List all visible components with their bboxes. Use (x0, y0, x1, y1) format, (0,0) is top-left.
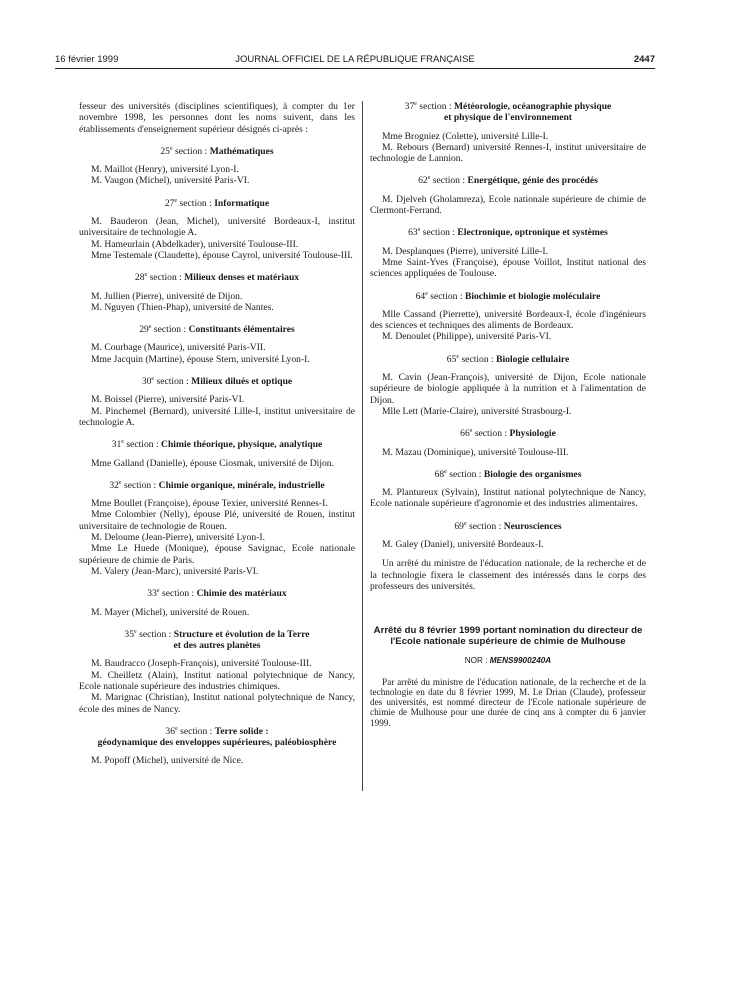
section-number: 36 (165, 725, 176, 737)
section-heading (370, 428, 646, 439)
appointee-entry: M. Cheilletz (Alain), Institut national polytechnique de Nancy, Ecole nationale supérieure des industries chimiques. (79, 669, 355, 692)
ordinal-suffix: e (463, 520, 467, 527)
section-heading (370, 227, 646, 238)
appointee-entry: M. Mayer (Michel), université de Rouen. (91, 606, 250, 618)
section-label: section : (419, 101, 452, 112)
section-label: section : (126, 439, 159, 451)
appointee-entry: M. Baudracco (Joseph-François), université Toulouse-III. (91, 658, 312, 670)
section-label: section : (474, 428, 508, 440)
appointee-entry: M. Cavin (Jean-François), université de Dijon, Ecole nationale supérieure de biologie appliquée à la nutrition et à l'alimentation de Dijon. (370, 372, 646, 406)
section-title: Physiologie (509, 428, 556, 440)
appointee-entry: Mme Brogniez (Colette), université Lille-I. (382, 130, 549, 142)
ordinal-suffix: e (169, 145, 173, 152)
section-block (370, 354, 646, 417)
section-label: section : (156, 376, 189, 388)
ordinal-suffix: e (156, 588, 160, 595)
section-block (79, 376, 355, 428)
section-number: 37 (404, 101, 415, 112)
ordinal-suffix: e (469, 428, 473, 435)
section-number: 69 (454, 520, 464, 532)
section-title: Chimie théorique, physique, analytique (161, 439, 323, 451)
header-date: 16 février 1999 (55, 54, 119, 65)
section-heading (370, 291, 646, 302)
ordinal-suffix: e (425, 290, 428, 297)
ordinal-suffix: e (121, 439, 124, 446)
section-block (370, 428, 646, 458)
section-number: 27 (164, 197, 175, 209)
section-number: 29 (139, 324, 149, 336)
section-heading (79, 146, 355, 157)
column-divider (362, 101, 363, 791)
section-label: section : (432, 175, 466, 187)
section-block (79, 272, 355, 313)
appointee-entry: M. Pinchemel (Bernard), université Lille-I, institut universitaire de technologie A. (79, 405, 355, 428)
left-sections (79, 146, 355, 767)
section-label: section : (161, 588, 195, 600)
journal-title: JOURNAL OFFICIEL DE LA RÉPUBLIQUE FRANÇAISE (235, 54, 475, 65)
appointee-entry: Mme Galland (Danielle), épouse Ciosmak, université de Dijon. (91, 457, 334, 469)
appointee-entry: M. Maillot (Henry), université Lyon-I. (91, 164, 239, 176)
section-heading (79, 588, 355, 599)
section-label: section : (153, 324, 187, 336)
section-block (370, 227, 646, 279)
section-number: 63 (408, 227, 418, 239)
closing-paragraph: Un arrêté du ministre de l'éducation nationale, de la recherche et de la technologie fixera le classement des intéressés dans le corps des professeurs des universités. (370, 558, 646, 592)
appointee-entry: M. Popoff (Michel), université de Nice. (91, 755, 244, 767)
section-heading (79, 272, 355, 283)
section-title: Météorologie, océanographie physique (454, 101, 612, 112)
section-title: Milieux denses et matériaux (184, 272, 300, 284)
right-column (370, 101, 646, 728)
ordinal-suffix: e (427, 175, 431, 182)
section-title: Mathématiques (209, 145, 274, 157)
section-heading (370, 175, 646, 186)
section-title: Terre solide : (214, 725, 269, 737)
ordinal-suffix: e (118, 479, 122, 486)
section-block (79, 726, 355, 767)
appointee-entry: Mlle Cassand (Pierrette), université Bordeaux-I, école d'ingénieurs des sciences et techniques des aliments de Bordeaux. (370, 308, 646, 332)
section-number: 31 (111, 439, 122, 451)
section-label: section : (149, 272, 182, 284)
arrete-title: Arrêté du 8 février 1999 portant nomination du directeur de l'Ecole nationale supérieure de chimie de Mulhouse (373, 625, 643, 647)
ordinal-suffix: e (414, 100, 417, 107)
section-heading (79, 198, 355, 209)
section-number: 66 (460, 428, 470, 440)
section-label: section : (175, 145, 208, 157)
appointee-entry: M. Desplanques (Pierre), université Lille-I. (382, 245, 548, 257)
appointee-entry: M. Boissel (Pierre), université Paris-VI. (91, 394, 245, 406)
section-title: Biochimie et biologie moléculaire (464, 290, 601, 302)
section-heading (79, 324, 355, 335)
appointee-entry: Mme Saint-Yves (Françoise), épouse Voillot, Institut national des sciences appliquées de Toulouse. (370, 256, 646, 280)
section-heading (79, 629, 355, 652)
ordinal-suffix: e (134, 628, 137, 635)
section-title: Electronique, optronique et systèmes (457, 227, 608, 239)
section-title: Energétique, génie des procédés (467, 175, 598, 187)
section-title: Structure et évolution de la Terre (173, 628, 310, 640)
section-heading (370, 354, 646, 365)
appointee-entry: Mme Colombier (Nelly), épouse Plé, université de Rouen, institut universitaire de technologie de Rouen. (79, 509, 355, 532)
section-heading (370, 469, 646, 480)
section-label: section : (461, 353, 494, 365)
section-block (79, 146, 355, 187)
appointee-entry: M. Mazau (Dominique), université Toulouse-III. (382, 446, 569, 458)
appointee-entry: Mlle Lett (Marie-Claire), université Strasbourg-I. (382, 405, 572, 417)
section-title-line2: et physique de l'environnement (443, 112, 573, 124)
appointee-entry: M. Valery (Jean-Marc), université Paris-VI. (91, 565, 259, 577)
section-title-line2: géodynamique des enveloppes supérieures, paléobiosphère (97, 737, 337, 749)
section-number: 28 (134, 272, 145, 284)
section-number: 68 (434, 468, 445, 480)
appointee-entry: M. Denoulet (Philippe), université Paris-VI. (382, 331, 552, 343)
section-label: section : (180, 725, 213, 737)
nor-value: MENS9900240A (489, 656, 552, 666)
section-number: 30 (141, 376, 152, 388)
section-block (370, 469, 646, 510)
appointee-entry: M. Marignac (Christian), Institut national polytechnique de Nancy, école des mines de Nancy. (79, 692, 355, 715)
appointee-entry: Mme Le Huede (Monique), épouse Savignac, Ecole nationale supérieure de chimie de Paris. (79, 543, 355, 566)
appointee-entry: M. Jullien (Pierre), université de Dijon. (91, 290, 243, 302)
section-block (79, 588, 355, 618)
section-title: Milieux dilués et optique (191, 376, 293, 388)
appointee-entry: M. Rebours (Bernard) université Rennes-I, institut universitaire de technologie de Lannion. (370, 141, 646, 165)
section-title: Constituants élémentaires (188, 324, 295, 336)
appointee-entry: M. Bauderon (Jean, Michel), université Bordeaux-I, institut universitaire de technologie A. (79, 216, 355, 239)
section-number: 33 (147, 588, 157, 600)
appointee-entry: M. Djelveh (Gholamreza), Ecole nationale supérieure de chimie de Clermont-Ferrand. (370, 193, 646, 217)
section-heading (370, 101, 646, 124)
appointee-entry: M. Plantureux (Sylvain), Institut national polytechnique de Nancy, Ecole nationale supérieure d'agronomie et des industries alimentaires. (370, 487, 646, 510)
section-block (370, 291, 646, 343)
section-title: Informatique (214, 197, 270, 209)
nor-reference (370, 655, 646, 666)
section-number: 32 (109, 479, 119, 491)
appointee-entry: Mme Testemale (Claudette), épouse Cayrol, université Toulouse-III. (91, 249, 353, 261)
section-heading (79, 480, 355, 491)
section-title: Biologie cellulaire (496, 353, 570, 365)
ordinal-suffix: e (151, 375, 155, 382)
section-title-line2: et des autres planètes (173, 640, 261, 652)
section-block (79, 629, 355, 715)
section-title: Neurosciences (503, 520, 562, 532)
appointee-entry: Mme Jacquin (Martine), épouse Stern, université Lyon-I. (91, 353, 310, 365)
section-heading (370, 521, 646, 532)
section-block (370, 521, 646, 551)
ordinal-suffix: e (417, 227, 421, 234)
appointee-entry: M. Courbage (Maurice), université Paris-VII. (91, 342, 266, 354)
section-title: Chimie organique, minérale, industrielle (158, 479, 325, 491)
section-number: 62 (418, 175, 428, 187)
section-label: section : (430, 290, 463, 302)
section-block (79, 439, 355, 469)
section-block (79, 324, 355, 365)
section-heading (79, 726, 355, 749)
section-label: section : (179, 197, 212, 209)
ordinal-suffix: e (174, 197, 178, 204)
ordinal-suffix: e (456, 353, 460, 360)
section-title: Chimie des matériaux (196, 588, 287, 600)
section-label: section : (123, 479, 157, 491)
appointee-entry: M. Deloume (Jean-Pierre), université Lyon-I. (91, 532, 265, 544)
section-heading (79, 376, 355, 387)
header-rule (55, 68, 655, 69)
section-number: 25 (160, 145, 170, 157)
nor-label: NOR : (464, 656, 488, 666)
page-header (55, 54, 655, 68)
arrete-body: Par arrêté du ministre de l'éducation nationale, de la recherche et de la technologie en date du 8 février 1999, M. Le Drian (Claude), professeur des universités, est nommé directeur de l'Ecole nationale supérieure de chimie de Mulhouse pour une durée de cinq ans à compter du 6 janvier 1999. (370, 676, 646, 728)
intro-paragraph: fesseur des universités (disciplines scientifiques), à compter du 1er novembre 1998, les personnes dont les noms suivent, dans les établissements d'enseignement supérieur désignés ci-après : (79, 101, 355, 135)
section-number: 65 (446, 353, 457, 365)
section-label: section : (139, 628, 172, 640)
appointee-entry: M. Hameurlain (Abdelkader), université Toulouse-III. (91, 238, 299, 250)
section-label: section : (422, 227, 456, 239)
ordinal-suffix: e (444, 468, 447, 475)
ordinal-suffix: e (148, 323, 152, 330)
appointee-entry: Mme Boullet (Françoise), épouse Texier, université Rennes-I. (91, 498, 328, 510)
section-number: 64 (415, 290, 426, 302)
left-column (79, 101, 355, 767)
appointee-entry: M. Nguyen (Thien-Phap), université de Nantes. (91, 301, 274, 313)
section-number: 35 (124, 628, 135, 640)
section-label: section : (469, 520, 502, 532)
ordinal-suffix: e (144, 272, 148, 279)
section-title: Biologie des organismes (483, 468, 582, 480)
section-block (370, 101, 646, 164)
appointee-entry: M. Galey (Daniel), université Bordeaux-I. (382, 539, 544, 551)
arrete-block (370, 626, 646, 728)
section-block (79, 198, 355, 261)
section-block (370, 175, 646, 216)
section-heading (79, 439, 355, 450)
right-sections (370, 101, 646, 550)
appointee-entry: M. Vaugon (Michel), université Paris-VI. (91, 175, 250, 187)
ordinal-suffix: e (175, 725, 178, 732)
section-label: section : (449, 468, 482, 480)
page-number: 2447 (633, 54, 655, 65)
section-block (79, 480, 355, 577)
